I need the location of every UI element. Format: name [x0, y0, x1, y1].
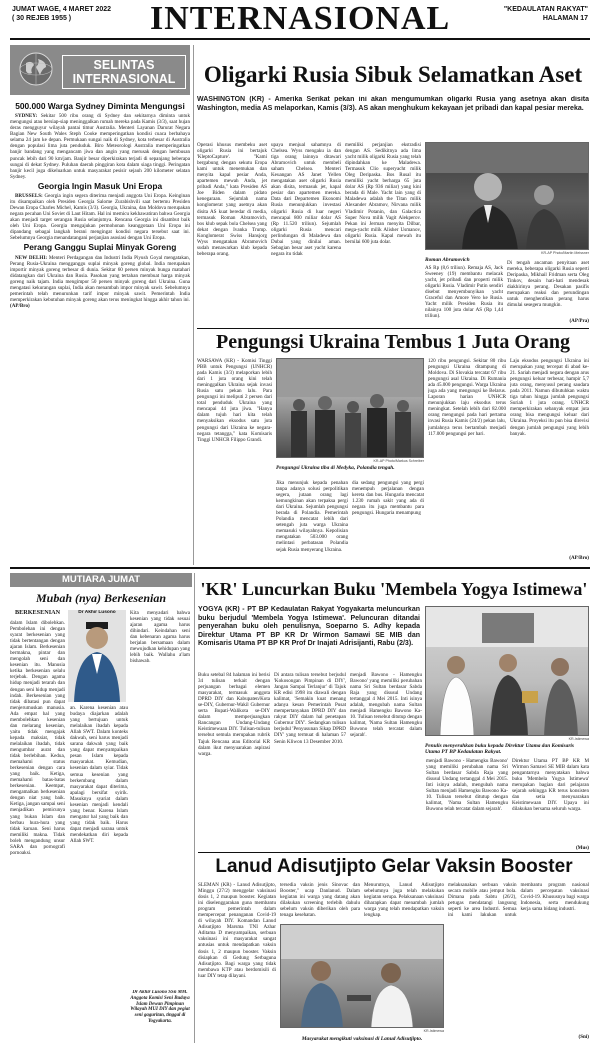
globe-icon — [18, 51, 54, 87]
photo-caption: Masyarakat mengikuti vaksinasi di Lanud Adisutjipto. — [301, 1036, 423, 1042]
main-col-4: AS Rp (8,6 triliun). Remaja AS, Jack Sweeney (19) membantu melacak yacht, jet pribadi dan properti milik oligarki Rusia. Vladimir Putin sendiri disebut menyembunyikan yacht Graceful dan Amore Vero ke Rusia. Yacht milik Presiden Rusia itu nilainya 100 juta dolar AS (Rp 1,44 triliun). — [425, 265, 503, 320]
author-sign: (AP/Pra) — [569, 318, 589, 324]
abramovich-photo — [425, 142, 589, 250]
mutiara-col-2: an. Karena kesenian atau budaya diajarkan adalah yang bertujuan untuk melalaikan ibadah kepada Allah SWT. Dalam konteks dakwah, seni harus menjadi sarana dakwah yang baik yang dapat menyampaikan pesan Islam kepada masyarakat. Kemudian, kesenian dalam syiar. Tidak semua kesenian yang berkembang dalam masyarakat dapat diterima, apalagi bersifat syirik. Masuknya syariat dalam kesenian menjadi kendali yang benar. Karena Islam mengatur hal yang baik dan yang tidak baik. Harus dapat menjadi sarana untuk mendekatkan diri kepada Allah SWT. — [70, 705, 128, 845]
ukraine-headline: Pengungsi Ukraina Tembus 1 Juta Orang — [216, 331, 570, 353]
photo-credit: KR-Istimewa — [568, 737, 589, 741]
photo-credit: KR-Istimewa — [423, 1029, 444, 1033]
section-title: INTERNASIONAL — [150, 0, 451, 37]
ukraine-col-4: 120 ribu pengungsi. Sekitar 80 ribu pengungsi Ukraina ditampung di Moldova. Di Slovakia tercatat 67 ribu pengungsi asal Ukraina. Di Rumania ada 45.000 pengungsi. Warga Ukraina juga ada yang mengungsi ke Belarus. Laporan harian UNHCR menunjukkan laju eksodus terus meningkat. Setelah lebih dari 82.000 orang mengungsi pada hari pertama invasi Rusia Kamis (24/2) pekan lalu, jumlahnya terus bertambah menjadi 117.000 pengungsi per hari. — [428, 358, 506, 437]
refugees-photo — [276, 358, 424, 458]
buku-col-2: Di antara tulisan tersebut berjudul 'Kokosongan Pimpinan di DIY', Jangan Sampai Terlanjur' di Tajuk KR edisi 1998 itu diawali dengan kalimat, 'Semakin kuat menang adanya kesan Pemerintah Pusat mempertanyakan DPRD DIY dan rakyat DIY dalam hal penetapan Gubernur DIY'. Sedangkan tulisan berjudul 'Penyusunan Sikap DPRD DIY' yang termuat di halaman 57 Senin Kliwon 13 Desember 2010. — [274, 672, 346, 745]
selintas-title: SELINTAS — [93, 58, 155, 72]
section-rule — [10, 567, 590, 569]
dateline: SYDNEY: — [15, 113, 38, 120]
author-photo-label: Dr Akhir Lusono — [78, 610, 116, 615]
author-sign: (Sni) — [578, 1034, 589, 1040]
issue-date-hijri: ( 30 REJEB 1955 ) — [12, 14, 72, 22]
selintas-banner — [10, 45, 190, 95]
header-rule — [10, 38, 590, 40]
author-sign: (AP/Bro) — [569, 555, 589, 561]
selintas-column — [10, 100, 190, 560]
dateline: NEW DELHI: — [15, 254, 48, 261]
column-divider — [194, 573, 195, 1043]
buku-lead: YOGYA (KR) - PT BP Kedaulatan Rakyat Yogyakarta meluncurkan buku berjudul 'Membela Yogya Istimewa'. Peluncuran ditandai penyerahan buku oleh penulisnya, Soeparno S. Adhy kepada Direktur Utama PT BP KR Dr Wirmon Samawi SE MIB dan Komisaris Utama PT BP KR Prof Dr Inajati Adrisijanti, Rabu (2/3). — [198, 606, 420, 648]
page-number: HALAMAN 17 — [542, 14, 588, 22]
paper-info — [470, 6, 588, 23]
main-lead: WASHINGTON (KR) - Amerika Serikat pekan ini akan mengumumkan oligarki Rusia yang asetnya akan disita Washington, media AS melaporkan, Kamis (3/3). AS akan menghukum kekayaan jet pribadi dan kapal pesiar mereka. — [197, 96, 589, 112]
book-launch-photo — [425, 606, 589, 736]
buku-headline: 'KR' Luncurkan Buku 'Membela Yogya Istimewa' — [200, 579, 588, 599]
selintas-item-body: Menteri Perdagangan dan Industri India Piyush Goyal mengatakan, Perang Rusia-Ukraina mengganggu suplai minyak goreng global. India merupakan importir minyak goreng terbesar di dunia. Sekitar 60 persen minyak bunga matahari didatangkan dari Ukraina dan Rusia. Pasokan yang tertahan membuat harga minyak goreng naik tajam. India mengimpor 50 persen minyak goreng dari Ukraina. Guna mengatasi kekurangan suplai, India akan menambah impor minyak sawit. Sebelumnya pemerintah telah menurunkan tarif impor minyak sawit. Pemerintah India memperkirakan kebutuhan minyak goreng akan terus meningkat hingga akhir tahun ini. — [10, 254, 190, 303]
main-headline: Oligarki Rusia Sibuk Selamatkan Aset — [203, 62, 583, 87]
photo-caption: Penulis menyerahkan buku kepada Direktur Utama dan Komisaris Utama PT BP Kedaulatan Rakyat. — [425, 743, 575, 756]
main-col-2: upaya menjual sahamnya di Chelsea. Wyss mengaku ia dan tiga orang lainnya ditawari Abramovich untuk membeli saham Chelsea. Menteri Keuangan AS Janet Yellen mengatakan aset oligarki Rusia akan disita, termasuk jet, kapal pesiar dan apartemen mereka. Data dari Departemen Ekonomi Rusia menunjukkan investasi oligarki Rusia di luar negeri mencapai 800 miliar dolar AS (Rp 11.520 triliun). Sejumlah oligarki Rusia mencari perlindungan di Maladewa dan Dubai yang dinilai aman. Sebagian besar aset yacht karena negara itu tidak — [271, 142, 341, 257]
date-line — [12, 6, 111, 23]
column-divider — [193, 45, 194, 565]
section-rule — [198, 852, 590, 853]
photo-caption: Roman Abramovich — [425, 257, 470, 263]
ukraine-col-2: Jika menunjuk kepada penahan tanpa adanya solusi perpolitikan segera, jutaan orang lagi kemungkinan akan terpaksa pergi dari Ukraina. Sejumlah pengungsi berada di Polandia. Pemerintah Polandia mencatat lebih dari setengah juta warga Ukraina memasuki wilayahnya. Kepolisian mengatakan 503.000 orang melintasi perbatasan Polandia sejak Rusia menyerang Ukraina. — [276, 480, 348, 553]
selintas-item-title: Perang Ganggu Suplai Minyak Goreng — [23, 242, 177, 253]
selintas-item-title: Georgia Ingin Masuk Uni Eropa — [37, 180, 163, 191]
main-col-3: memiliki perjanjian ekstradisi dengan AS. Sedikitnya ada lima yacht milik oligarki Rusia yang telah dipindahkan ke Maladewa. Termasuk Clio superyacht milik Oleg Deripaska. Bos Rusal itu memiliki yacht berharga 65 juta dolar AS (Rp 936 miliar) yang kini berada di Male. Yacht lain yang di Maladewa adalah the Titan milik Alexander Abramov, Nirvana milik Vladimir Potanin, dan Galactica Super Nova milik Vagit Alekperov. Pekan ini Jerman menyita Dilbar, mega-yacht milik Alisher Usmanov, oligarki Rusia. Kapal mewah itu bernilai 600 juta dolar. — [345, 142, 421, 245]
dateline: BRUSSELS: — [15, 192, 43, 199]
vaksin-col-1: SLEMAN (KR) - Lanud Adisutjipto, Minggu (27/2) menggelar vaksinasi dosis 1, 2 maupun booster. Kegiatan ini diselenggarakan guna membantu program pemerintah dalam mempercepat penanganan Covid-19 di wilayah DIY. Komandan Lanud Adisutjipto Marsma TNI Azhar Aditama D menyampaikan, serbuan vaksinasi ini masyarakat sangat antusias untuk mendapatkan vaksin dosis 1, 2 maupun booster. Vaksin disiapkan di Gedung Serbaguna Adisutjipto. Bagi warga yang tidak membawa KTP atau berdomisili di luar DIY tetap dilayani. — [198, 882, 276, 979]
paper-name: "KEDAULATAN RAKYAT" — [503, 6, 588, 13]
mutiara-col-1: dalam Islam dibolehkan. Pembolehan ini dengan syarat berkesenian yang tidak bertentangan dengan ajaran Islam. Berkesenian bermakna, pintar dan mengolah seni dan kesenian itu. Manusia ketika berkesenian selalu terjebak. Dengan agama hidup menjadi terarah dan dengan seni hidup menjadi indah. Berkesenian yang tidak dibatasi pun dapat menjerumuskan manusia. Ada empat hal yang membolehkan kesenian dan melarang kesenian, yaitu tidak mengajak kepada maksiat, tidak melalaikan ibadah, tidak mengumbar aurat dan tidak berlebihan. Kedua, memahami status berkesenian dengan cara yang baik. Ketiga, memahami batas-batas berkesenian. Keempat, mengamalkan berkesenian dengan niat yang baik. Ketiga, jangan sampai seni menjadikan pemicunya yang bukan Islam dan berbau hura-hura yang tidak karuan. Seni harus memiliki makna. Tidak boleh mengandung unsur SARA dan pornografi pornoaksi. — [10, 620, 65, 856]
selintas-item-body: Sekitar 500 ribu orang di Sydney dan sekitarnya diminta untuk mengungsi atau bersiap-siap meninggalkan rumah mereka pada Kamis (3/3), saat hujan deras mengguyur wilayah pantai timur Australia. Menteri Layanan Darurat Negara Bagian New South Wales Steph Cooke memperingatkan kondisi cuaca berbahaya selama 24 jam ke depan. Permukaan sungai naik di Sydney, kota terbesar di Australia dengan populasi lima juta penduduk. Biro Meteorologi Australia memperingatkan banjir bandang yang mengancam jiwa dan angin yang merusak dengan hembusan puncak lebih dari 90 km/jam. Banjir besar diperkirakan terjadi di sepanjang beberapa sungai di dekat Sydney. Puluhan daerah pinggiran kota dalam siaga tinggi. Peringatan banjir kecil juga dikeluarkan untuk masyarakat pesisir sejauh 200 kilometer selatan Sydney. — [10, 113, 190, 180]
vaksin-col-3: Menurutnya, Lanud Adisutjipto sebelumnya juga telah melakukan kegiatan serupa. Pelaksanaan vaksinasi diharapkan dapat menambah jumlah warga yang telah mendapatkan vaksin lengkap. — [364, 882, 444, 919]
buku-col-1: Buku setebal 84 halaman ini berisi 34 tulisan terkait dengan perjuangan berbagai elemen masyarakat, termasuk anggota DPRD DIY dan Kabupaten/Kota se-DIY, Gubernur-Wakil Gubernur serta Bupati-Walikota se-DIY dalam memperjuangkan Rancangan Undang-Undang Keistimewaan DIY. Tulisan-tulisan tersebut semula merupakan rubrik Tajuk Rencana atau Editorial KR dalam ikut menyuarakan aspirasi warga. — [198, 672, 270, 757]
photo-caption: Pengungsi Ukraina tiba di Medyka, Polandia tengah. — [276, 465, 395, 471]
buku-col-3: menjadi Bawono - Hamengku Bawono' yang memiliki perubahan nama Sri Sultan berdasar Sabda Raja yang disusul Undang tertanggal 4 Mei 2015. Inti isinya adalah, mengubah nama Sultan menjadi Hamengku Bawono Ka-10. Tulisan tersebut ditutup dengan kalimat, 'Nama Sultan Hamengku Buwono telah tercatat dalam sejarah'. — [350, 672, 422, 739]
mutiara-banner: MUTIARA JUMAT — [10, 573, 192, 587]
photo-credit: KR-AP Photo/Markus Schreiber — [373, 459, 424, 463]
ukraine-col-3: dia sedang pengungsi yang pergi menempuh perjalanan dengan kereta dan bus. Hungaria mencatat 1.230 rumah sakit yang ada di negara itu juga membantu para pengungsi. Hungaria menampung — [352, 480, 424, 517]
vaccination-photo — [280, 924, 444, 1028]
dropcap-lead: BERKESENIAN — [15, 610, 61, 616]
vaksin-headline: Lanud Adisutjipto Gelar Vaksin Booster — [215, 856, 573, 877]
main-col-1: Operasi khusus membeku aset oligarki Rusia ini bertajuk 'KleptoCapture'. "Kami bergabung dengan sekutu Eropa kami untuk menemukan dan menyita kapal pesiar Anda, apartemen mewah Anda, jet pribadi Anda," kata Presiden AS Joe Biden dalam pidato kenegaraan. Sejumlah nama konglomerat yang asetnya akan disita AS kuat beredar di media, termasuk Roman Abramovich, bos klub sepak bola Chelsea yang dekat dengan Ivanka Trump. Konglomerat Swiss Hansjorg Wyss mengatakan Abramovich sudah menawarkan klub kepada beberapa orang. — [197, 142, 267, 257]
buku-col-3b: menjadi Bawono - Hamengku Bawono' yang memiliki perubahan nama Sri Sultan berdasar Sabda Raja yang disusul Undang tertanggal 4 Mei 2015. Inti isinya adalah, mengubah nama Sultan menjadi Hamengku Bawono Ka-10. Tulisan tersebut ditutup dengan kalimat, 'Nama Sultan Hamengku Buwono telah tercatat dalam sejarah'. — [426, 758, 508, 813]
author-sign: (Mus) — [575, 845, 589, 851]
mutiara-bio: Dr Akhir Lusono SSn MM. Anggota Komisi Seni Budaya Islam Dewan Pimpinan Wilayah MUI DIY dan pegiat seni gaguritan, tinggal di Yogyakarta. — [130, 990, 190, 1024]
author-sign: (AP/Bro) — [10, 302, 30, 309]
vaksin-col-4: melaksanakan serbuan vaksin secara mobile atau jemput bola. Dimana pada Sabtu (26/2), petugas mendatangi langsung seperti ke area Industri. Semua ini kami lakukan untuk membantu program nasional dalam percepatan vaksinasi Covid-19. Khususnya bagi warga Indonesia, serta mendukung kerja sama bidang industri. — [448, 882, 589, 919]
main-col-5: Di tengah ancaman penyitaan aset mereka, beberapa oligarki Rusia seperti Deripaska, Mikhail Fridman serta Oleg Tinkov, desain hati-hati mendesak diakhirinya perang. Desakan pasifis merupakan reaksi dan perundingan untuk menghentikan perang harus dimulai sesegera mungkin. — [507, 260, 589, 309]
ukraine-col-5: Laju eksodus pengungsi Ukraina ini merupakan yang tercepat di abad ke-21. Sariah menjadi negara dengan arus pengungsi keluar terbesar, hampir 5,7 juta orang, menyusul perang saudara pada 2011. Namun dibutuhkan waktu tiga tahun hingga jumlah pengungsi Suriah 1 juta orang. UNHCR memperkirakan sebanyak empat juta orang bisa mengungsi keluar dari Ukraina. Proyeksi itu pun bisa direvisi dengan jumlah pengungsi yang lebih banyak. — [510, 358, 589, 437]
buku-col-4: Direktur Utama PT BP KR M Wirmon Samawi SE MIB dalam kata pengantarnya menyatakan bahwa buku 'Membela Yogya Istimewa' merupakan bagian dari pelajaran sejarah sehingga KR terus konsisten dan setia menyuarakan Keistimewaan DIY. Upaya ini dilakukan bersama seluruh warga. — [512, 758, 589, 813]
mutiara-col-3: Kita menyadari bahwa kesenian yang tidak sesuai ajaran agama harus dihindari. Keindahan seni dan kebenaran agama harus berjalan bersamaan dalam mewujudkan kehidupan yang lebih baik. Wallahu a'lam bishawab. — [130, 610, 190, 665]
ukraine-col-1: WARSAWA (KR) - Komisi Tinggi PBB untuk Pengungsi (UNHCR) pada Kamis (3/3) melaporkan lebih dari 1 juta orang kini telah meninggalkan Ukraina sejak invasi Rusia satu pekan lalu. Para pengungsi ini meliputi 2 persen dari total penduduk Ukraina yang mencapai 44 juta jiwa. "Hanya dalam tujuh hari kita telah menyaksikan eksodus satu juta pengungsi dari Ukraina ke negara-negara tetangga," kata Komisaris Tinggi UNHCR Filippo Grandi. — [197, 358, 272, 443]
mutiara-title: Mubah (nya) Berkesenian — [35, 591, 166, 605]
vaksin-col-2: tersedia vaksin jenis Sinovac dan Booster," ucap Danlanud. Dalam kegiatan ini warga yang datang akan dilakukan screening terlebih dahulu sebelum vaksin diberikan oleh para tenaga kesehatan. — [280, 882, 360, 919]
selintas-item-title: 500.000 Warga Sydney Diminta Mengungsi — [15, 101, 185, 111]
issue-date: JUMAT WAGE, 4 MARET 2022 — [12, 6, 112, 13]
section-rule — [197, 328, 589, 329]
selintas-item-body: Georgia ingin segera diterima menjadi anggota Uni Eropa. Keinginan itu disampaikan oleh Presiden Georgia Salome Zurabishvili saat bertemu Presiden Dewan Eropa Charles Michel, Kamis (3/3). Georgia, Ukraina, dan Moldova merupakan negara pecahan Uni Soviet di Laut Hitam. Hal ini memicu kekhawatiran bahwa Georgia akan menjadi target serangan Rusia selanjutnya. Rencana Georgia ini disambut baik oleh Uni Eropa. Georgia mengajukan permohonan keanggotaan Uni Eropa ini dipandang sebagai langkah berani mengingat kondisi negara tersebut saat ini. Sebelumnya Georgia menandatangani perjanjian asosiasi dengan Uni Eropa. — [10, 192, 190, 242]
selintas-subtitle: INTERNASIONAL — [72, 72, 176, 86]
author-photo — [68, 610, 126, 702]
photo-credit: KR-AP Photo/Martin Meissner — [541, 251, 589, 255]
